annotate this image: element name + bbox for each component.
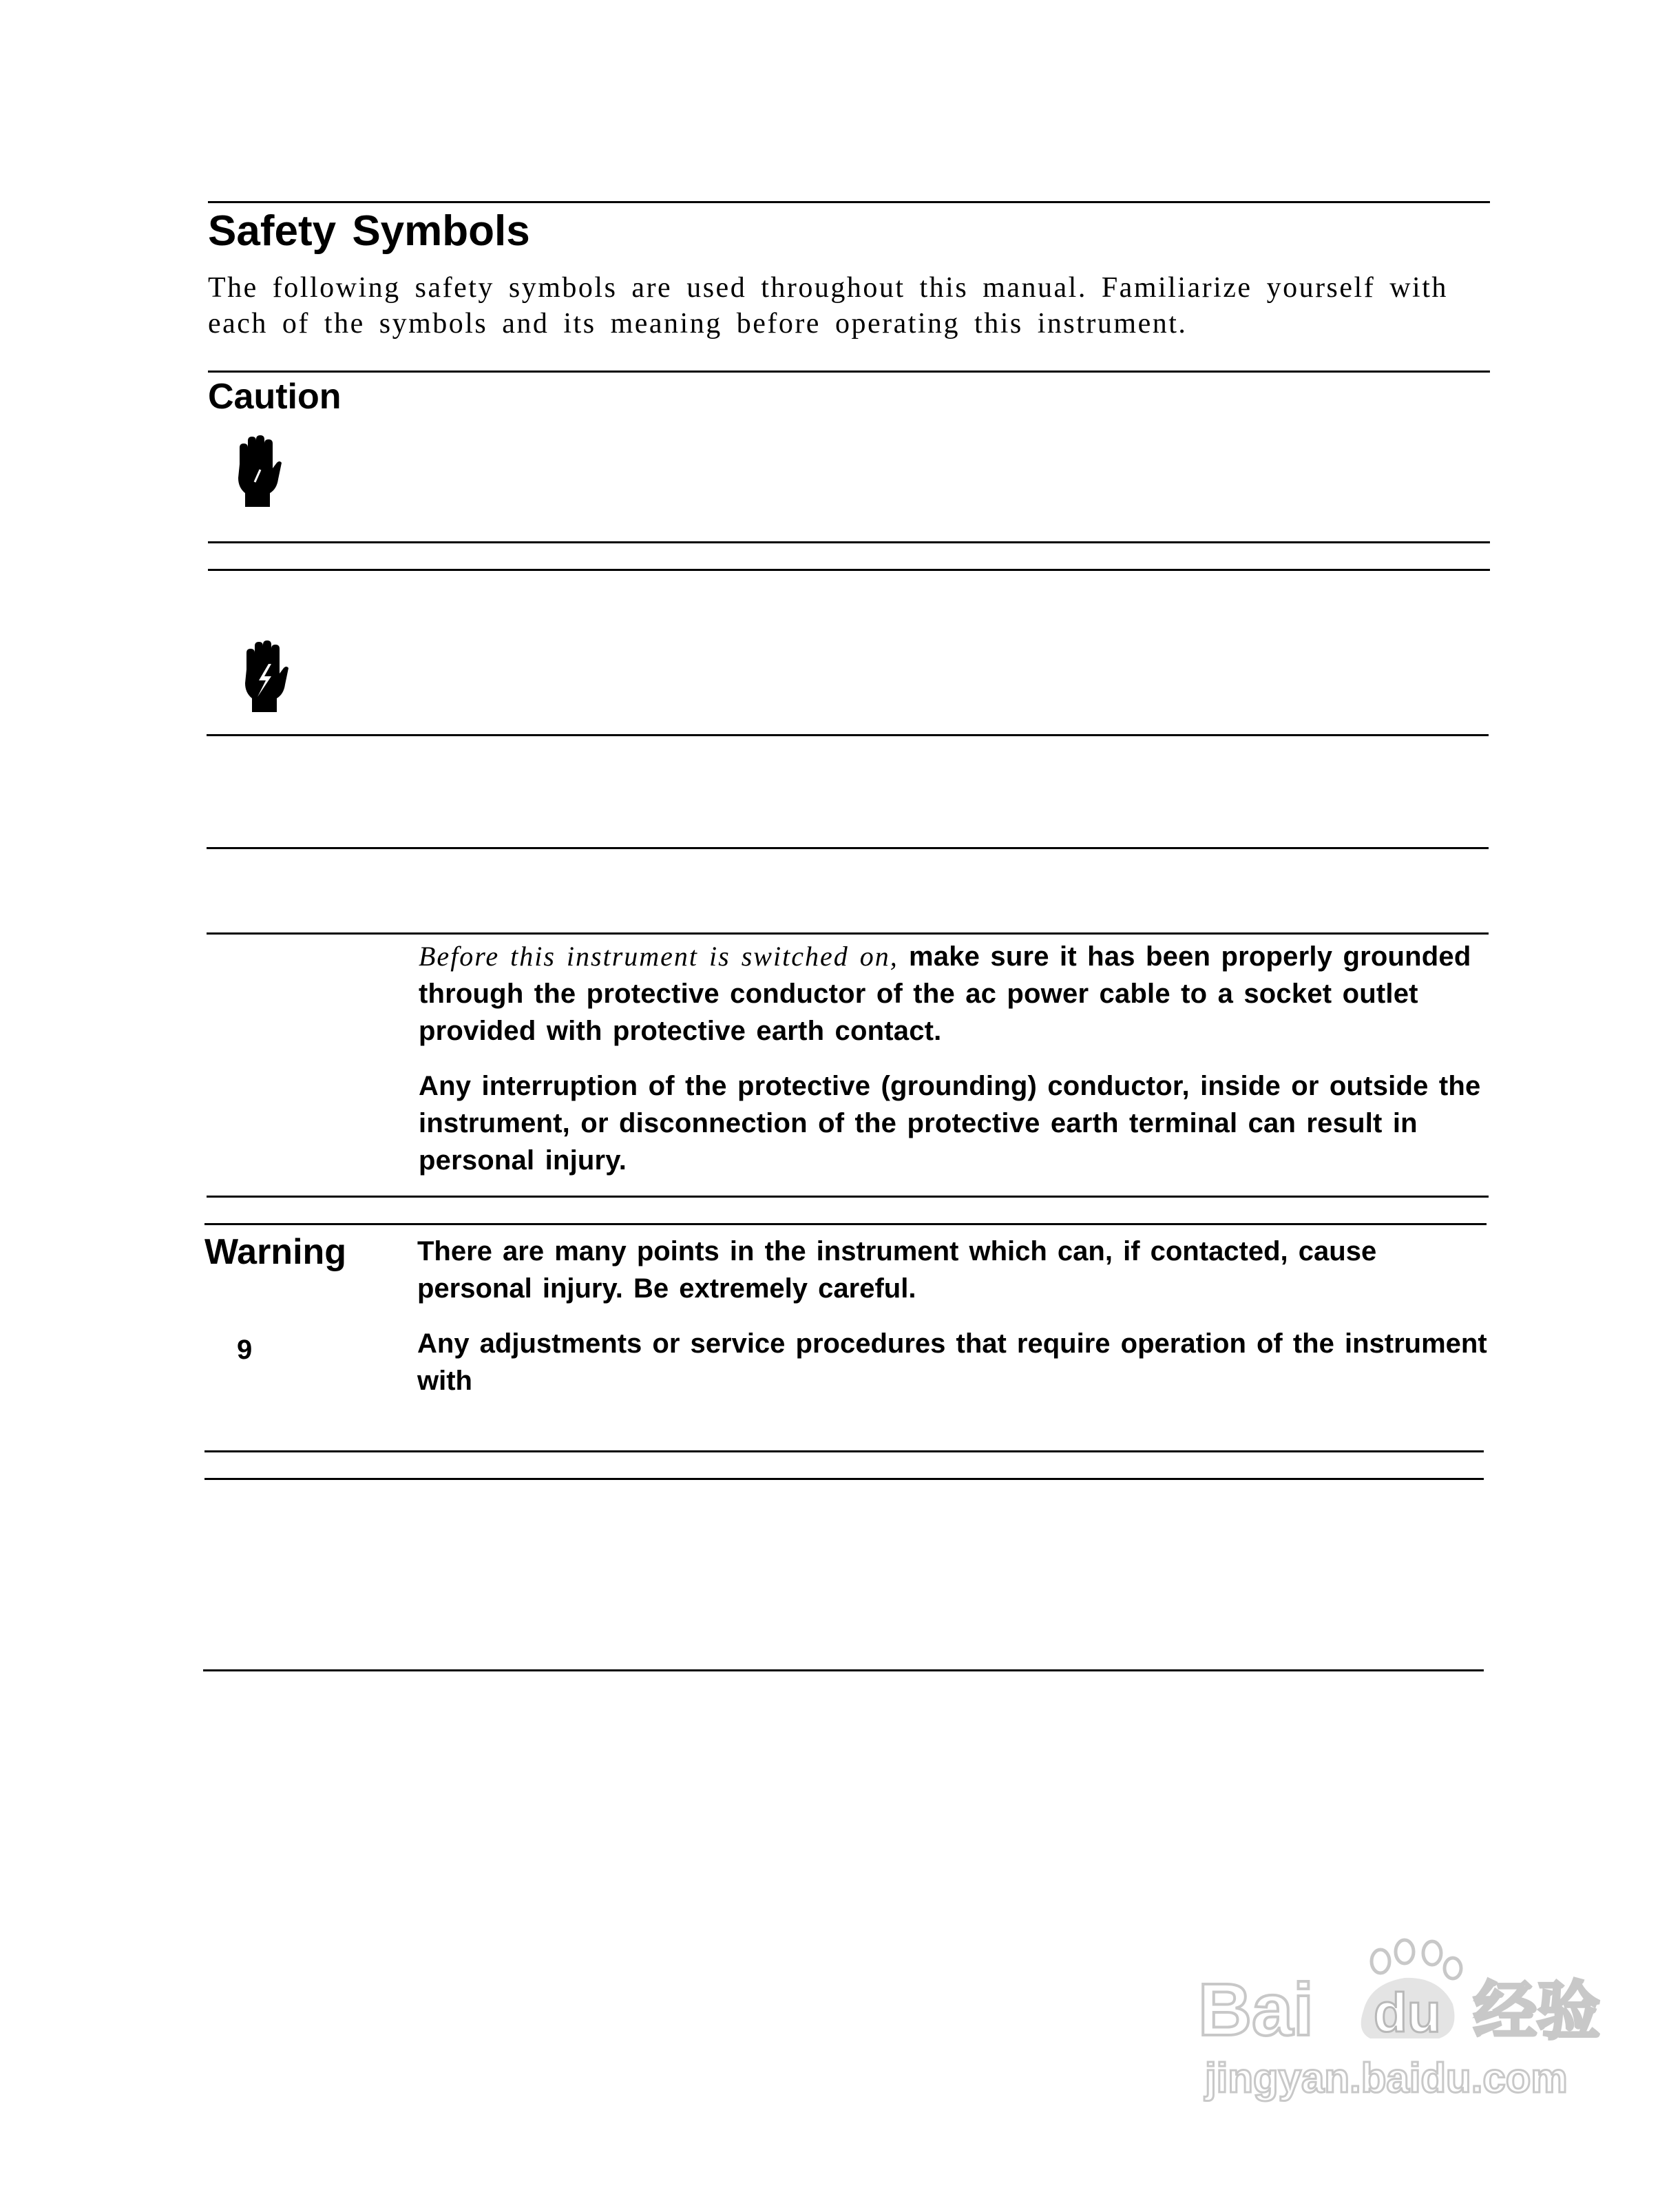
grounding-top-rule bbox=[207, 932, 1489, 935]
grounding-bold-text: make sure it has been properly grounded through the protective conductor of the ac power cable to a socket outlet provided with protective earth contact. bbox=[419, 941, 1471, 1046]
lower-bottom-rule bbox=[203, 1669, 1484, 1671]
hand-electric-shock-icon bbox=[240, 639, 289, 715]
shock-bottom-rule bbox=[207, 734, 1489, 736]
grounding-italic-lead: Before this instrument is switched on, bbox=[419, 941, 899, 972]
lower-top-rule bbox=[204, 1478, 1484, 1480]
hand-caution-icon bbox=[233, 434, 282, 510]
watermark-url: jingyan.baidu.com bbox=[1205, 2055, 1568, 2101]
grounding-paragraph-2: Any interruption of the protective (grounding) conductor, inside or outside the instrument, or disconnection of the protective earth terminal can result in personal injury. bbox=[419, 1071, 1481, 1176]
baidu-watermark-logo bbox=[1198, 1928, 1625, 2107]
caution-bottom-rule bbox=[208, 541, 1490, 543]
intro-paragraph: The following safety symbols are used throughout this manual. Familiarize yourself with each of the symbols and its meaning before operating this instrument. bbox=[208, 272, 1448, 340]
separator-rule bbox=[207, 847, 1489, 849]
warning-paragraph-2: Any adjustments or service procedures that require operation of the instrument with bbox=[417, 1328, 1487, 1396]
warning-text bbox=[417, 1233, 1498, 1399]
top-rule bbox=[208, 201, 1490, 203]
page-title: Safety Symbols bbox=[208, 207, 530, 255]
grounding-text bbox=[419, 938, 1493, 1179]
watermark-brand-latin: Bai bbox=[1198, 1968, 1314, 2051]
grounding-paragraph-1 bbox=[419, 938, 1493, 1050]
warning-marker: 9 bbox=[237, 1335, 253, 1365]
grounding-bottom-rule bbox=[207, 1196, 1489, 1198]
watermark-brand-du: du bbox=[1374, 1982, 1441, 2043]
watermark-brand-cn: 经验 bbox=[1473, 1974, 1601, 2048]
warning-heading: Warning bbox=[204, 1232, 347, 1272]
caution-top-rule bbox=[208, 371, 1490, 373]
shock-top-rule bbox=[208, 569, 1490, 571]
warning-bottom-rule bbox=[204, 1450, 1484, 1452]
warning-top-rule bbox=[204, 1223, 1487, 1225]
caution-heading: Caution bbox=[208, 377, 342, 417]
warning-paragraph-1: There are many points in the instrument which can, if contacted, cause personal injury. Be extremely careful. bbox=[417, 1236, 1377, 1304]
